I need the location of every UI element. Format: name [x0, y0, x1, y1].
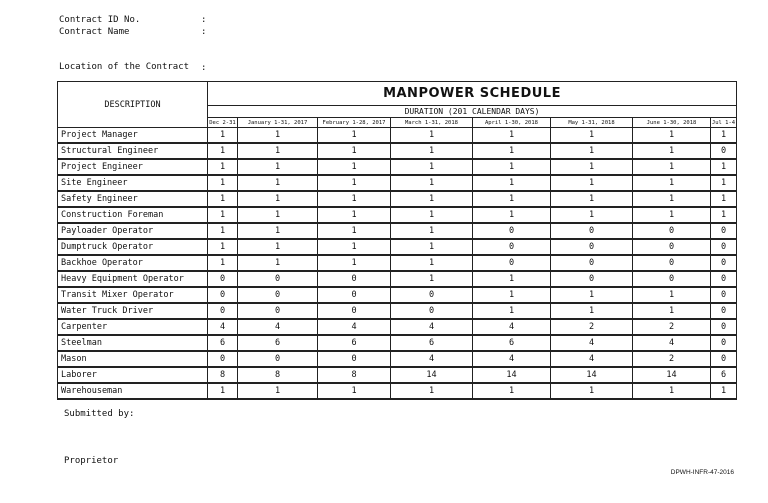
- row-value: 0: [551, 223, 633, 239]
- table-row: [58, 207, 737, 223]
- row-value: 6: [238, 335, 318, 351]
- row-value: 8: [318, 367, 391, 383]
- row-value: 0: [711, 335, 737, 351]
- row-value: 0: [551, 239, 633, 255]
- schedule-title: MANPOWER SCHEDULE: [208, 82, 737, 106]
- row-value: 8: [238, 367, 318, 383]
- month-header: January 1-31, 2017: [238, 118, 318, 128]
- row-value: 1: [318, 255, 391, 271]
- row-value: 1: [391, 128, 473, 144]
- row-value: 1: [633, 207, 711, 223]
- row-value: 1: [633, 287, 711, 303]
- submitted-by-label: Submitted by:: [64, 409, 135, 419]
- row-value: 0: [208, 351, 238, 367]
- row-value: 0: [208, 287, 238, 303]
- row-value: 0: [391, 303, 473, 319]
- row-value: 1: [551, 143, 633, 159]
- row-value: 1: [318, 143, 391, 159]
- row-value: 1: [633, 383, 711, 399]
- row-value: 1: [711, 383, 737, 399]
- row-value: 6: [711, 367, 737, 383]
- location-colon: :: [201, 63, 207, 73]
- month-header: February 1-28, 2017: [318, 118, 391, 128]
- location-label: Location of the Contract: [59, 62, 190, 72]
- proprietor-label: Proprietor: [64, 456, 119, 466]
- row-value: 1: [238, 223, 318, 239]
- row-value: 4: [391, 319, 473, 335]
- row-value: 1: [391, 175, 473, 191]
- row-description: Safety Engineer: [58, 191, 208, 207]
- table-row: [58, 367, 737, 383]
- row-value: 0: [711, 143, 737, 159]
- row-value: 1: [391, 191, 473, 207]
- row-value: 0: [473, 239, 551, 255]
- row-value: 1: [238, 143, 318, 159]
- row-value: 4: [551, 335, 633, 351]
- row-value: 2: [551, 319, 633, 335]
- row-value: 4: [633, 335, 711, 351]
- row-value: 1: [711, 159, 737, 175]
- table-row: [58, 223, 737, 239]
- row-description: Structural Engineer: [58, 143, 208, 159]
- row-value: 6: [318, 335, 391, 351]
- row-value: 1: [473, 175, 551, 191]
- row-value: 0: [318, 271, 391, 287]
- row-value: 1: [391, 239, 473, 255]
- row-value: 1: [238, 128, 318, 144]
- row-value: 14: [473, 367, 551, 383]
- table-row: [58, 191, 737, 207]
- table-row: [58, 303, 737, 319]
- row-value: 1: [551, 287, 633, 303]
- row-value: 1: [473, 191, 551, 207]
- row-value: 0: [318, 351, 391, 367]
- row-value: 0: [551, 255, 633, 271]
- contract-id-label: Contract ID No.: [59, 15, 141, 25]
- row-description: Backhoe Operator: [58, 255, 208, 271]
- row-value: 0: [711, 239, 737, 255]
- row-value: 0: [633, 271, 711, 287]
- row-value: 0: [711, 255, 737, 271]
- row-value: 1: [711, 191, 737, 207]
- row-value: 1: [208, 255, 238, 271]
- row-value: 1: [711, 175, 737, 191]
- month-header: Jul 1-4: [711, 119, 736, 126]
- row-description: Payloader Operator: [58, 223, 208, 239]
- row-value: 0: [473, 223, 551, 239]
- row-value: 1: [208, 383, 238, 399]
- row-value: 1: [551, 383, 633, 399]
- table-row: [58, 287, 737, 303]
- row-value: 1: [633, 128, 711, 144]
- row-value: 0: [318, 287, 391, 303]
- row-description: Site Engineer: [58, 175, 208, 191]
- row-value: 1: [551, 159, 633, 175]
- row-value: 1: [391, 255, 473, 271]
- row-value: 1: [551, 128, 633, 144]
- row-value: 1: [391, 223, 473, 239]
- row-value: 0: [633, 239, 711, 255]
- row-description: Carpenter: [58, 319, 208, 335]
- row-value: 0: [473, 255, 551, 271]
- row-value: 0: [711, 223, 737, 239]
- row-value: 1: [473, 159, 551, 175]
- row-value: 1: [238, 175, 318, 191]
- row-value: 14: [551, 367, 633, 383]
- row-value: 1: [391, 143, 473, 159]
- row-value: 1: [473, 287, 551, 303]
- contract-name-label: Contract Name: [59, 27, 130, 37]
- row-value: 0: [711, 303, 737, 319]
- row-description: Project Manager: [58, 128, 208, 144]
- table-row: [58, 159, 737, 175]
- row-value: 0: [238, 303, 318, 319]
- row-value: 1: [208, 159, 238, 175]
- row-value: 1: [633, 175, 711, 191]
- duration-label: DURATION (201 CALENDAR DAYS): [208, 106, 737, 118]
- table-row: [58, 128, 737, 144]
- row-value: 4: [551, 351, 633, 367]
- description-header: DESCRIPTION: [58, 82, 208, 128]
- row-value: 1: [208, 191, 238, 207]
- row-value: 2: [633, 319, 711, 335]
- manpower-schedule-table: [57, 81, 737, 400]
- row-value: 1: [318, 239, 391, 255]
- row-value: 0: [551, 271, 633, 287]
- row-value: 8: [208, 367, 238, 383]
- row-value: 0: [318, 303, 391, 319]
- row-value: 1: [208, 207, 238, 223]
- row-value: 1: [208, 175, 238, 191]
- row-value: 1: [473, 207, 551, 223]
- row-value: 0: [633, 223, 711, 239]
- row-value: 4: [391, 351, 473, 367]
- row-value: 1: [633, 303, 711, 319]
- row-value: 1: [551, 175, 633, 191]
- row-value: 1: [238, 159, 318, 175]
- row-value: 0: [238, 287, 318, 303]
- table-row: [58, 383, 737, 399]
- table-row: [58, 351, 737, 367]
- row-value: 0: [711, 319, 737, 335]
- row-value: 1: [633, 159, 711, 175]
- row-value: 1: [473, 383, 551, 399]
- row-value: 1: [238, 239, 318, 255]
- row-value: 1: [711, 128, 737, 144]
- form-code: DPWH-INFR-47-2016: [670, 469, 734, 476]
- month-header: March 1-31, 2018: [391, 118, 473, 128]
- row-value: 0: [391, 287, 473, 303]
- table-row: [58, 271, 737, 287]
- row-value: 1: [208, 223, 238, 239]
- row-description: Project Engineer: [58, 159, 208, 175]
- row-value: 1: [391, 159, 473, 175]
- row-description: Heavy Equipment Operator: [58, 271, 208, 287]
- row-value: 0: [238, 271, 318, 287]
- table-row: [58, 319, 737, 335]
- table-row: [58, 335, 737, 351]
- row-value: 1: [473, 271, 551, 287]
- row-value: 1: [318, 175, 391, 191]
- month-header: Dec 2-31: [209, 119, 236, 126]
- row-value: 6: [391, 335, 473, 351]
- row-value: 1: [238, 207, 318, 223]
- row-value: 2: [633, 351, 711, 367]
- row-value: 4: [318, 319, 391, 335]
- row-value: 1: [318, 128, 391, 144]
- row-value: 1: [391, 207, 473, 223]
- row-value: 1: [633, 143, 711, 159]
- row-value: 1: [238, 191, 318, 207]
- row-value: 6: [473, 335, 551, 351]
- row-value: 1: [391, 383, 473, 399]
- row-description: Construction Foreman: [58, 207, 208, 223]
- row-value: 1: [711, 207, 737, 223]
- row-value: 4: [473, 319, 551, 335]
- month-header: May 1-31, 2018: [551, 118, 633, 128]
- month-header: June 1-30, 2018: [633, 118, 711, 128]
- row-value: 1: [208, 128, 238, 144]
- row-value: 1: [318, 191, 391, 207]
- row-value: 1: [551, 191, 633, 207]
- row-value: 0: [711, 287, 737, 303]
- row-value: 0: [208, 303, 238, 319]
- row-value: 1: [551, 207, 633, 223]
- row-value: 6: [208, 335, 238, 351]
- contract-name-colon: :: [201, 27, 207, 37]
- row-description: Water Truck Driver: [58, 303, 208, 319]
- row-description: Transit Mixer Operator: [58, 287, 208, 303]
- row-value: 1: [238, 383, 318, 399]
- row-value: 4: [208, 319, 238, 335]
- table-row: [58, 143, 737, 159]
- row-value: 0: [633, 255, 711, 271]
- row-value: 1: [318, 207, 391, 223]
- table-row: [58, 175, 737, 191]
- row-value: 14: [391, 367, 473, 383]
- row-value: 1: [473, 143, 551, 159]
- row-description: Warehouseman: [58, 383, 208, 399]
- row-description: Mason: [58, 351, 208, 367]
- row-description: Steelman: [58, 335, 208, 351]
- table-row: [58, 255, 737, 271]
- row-value: 4: [473, 351, 551, 367]
- row-value: 1: [208, 143, 238, 159]
- row-value: 0: [208, 271, 238, 287]
- table-row: [58, 239, 737, 255]
- row-value: 0: [238, 351, 318, 367]
- row-value: 4: [238, 319, 318, 335]
- row-description: Dumptruck Operator: [58, 239, 208, 255]
- row-value: 1: [473, 303, 551, 319]
- row-value: 1: [318, 159, 391, 175]
- contract-id-colon: :: [201, 15, 207, 25]
- row-value: 1: [473, 128, 551, 144]
- row-value: 1: [318, 383, 391, 399]
- row-description: Laborer: [58, 367, 208, 383]
- row-value: 14: [633, 367, 711, 383]
- month-header: April 1-30, 2018: [473, 118, 551, 128]
- row-value: 1: [391, 271, 473, 287]
- row-value: 1: [208, 239, 238, 255]
- row-value: 1: [633, 191, 711, 207]
- row-value: 0: [711, 351, 737, 367]
- row-value: 1: [238, 255, 318, 271]
- row-value: 1: [318, 223, 391, 239]
- row-value: 0: [711, 271, 737, 287]
- row-value: 1: [551, 303, 633, 319]
